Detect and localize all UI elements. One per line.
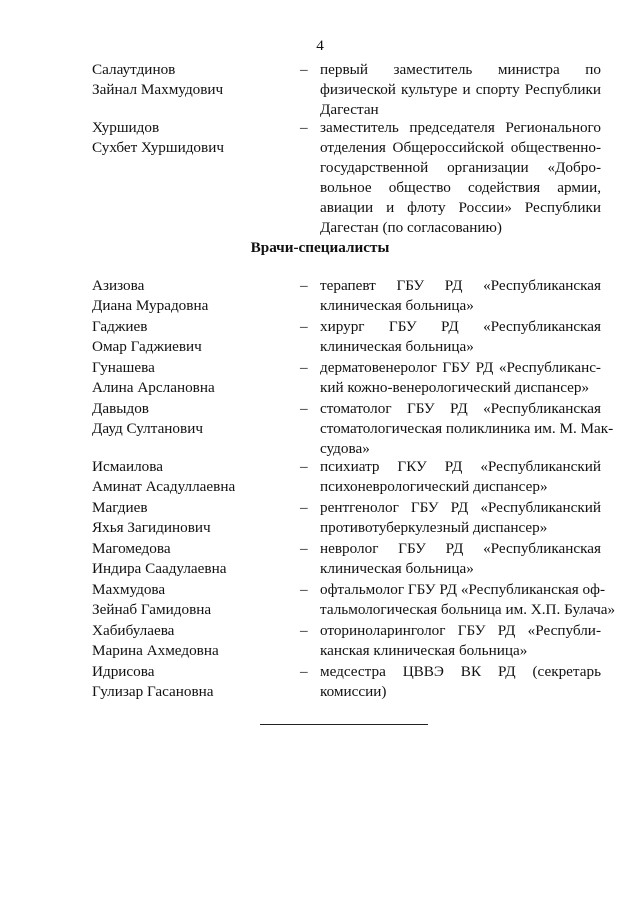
member-surname: Исмаилова [92, 458, 163, 475]
member-position [320, 498, 601, 538]
member-surname: Хабибулаева [92, 622, 175, 639]
member-given-names: Зейнаб Гамидовна [92, 601, 212, 618]
position-line: стоматолог ГБУ РД «Республиканская [320, 400, 601, 417]
position-line: психиатр ГКУ РД «Республиканский [320, 458, 601, 475]
member-name [92, 662, 292, 702]
member-given-names: Дауд Султанович [92, 420, 203, 437]
position-line: тальмологическая больница им. Х.П. Булача» [320, 601, 616, 618]
position-line: вольное общество содействия армии, [320, 179, 601, 196]
position-line: канская клиническая больница» [320, 642, 528, 659]
position-line: отделения Общероссийской общественно- [320, 139, 601, 156]
dash-separator: – [300, 61, 308, 78]
dash-separator: – [300, 119, 308, 136]
member-given-names: Зайнал Махмудович [92, 81, 224, 98]
member-entry [0, 60, 640, 120]
dash-separator: – [300, 622, 308, 639]
member-name [92, 358, 292, 398]
section-title: Врачи-специалисты [250, 239, 390, 256]
member-position [320, 399, 614, 459]
position-line: стоматологическая поликлиника им. М. Мак- [320, 420, 614, 437]
page-number: 4 [316, 37, 324, 54]
position-line: невролог ГБУ РД «Республиканская [320, 540, 601, 557]
dash-separator: – [300, 499, 308, 516]
member-name [92, 276, 292, 316]
member-surname: Магдиев [92, 499, 148, 516]
dash-separator: – [300, 540, 308, 557]
member-surname: Азизова [92, 277, 145, 294]
dash-separator: – [300, 318, 308, 335]
position-line: Дагестан [320, 101, 379, 118]
member-name [92, 580, 292, 620]
member-surname: Магомедова [92, 540, 171, 557]
position-line: государственной организации «Добро- [320, 159, 601, 176]
position-line: Дагестан (по согласованию) [320, 219, 502, 236]
member-position [320, 662, 601, 702]
member-surname: Гунашева [92, 359, 155, 376]
dash-separator: – [300, 359, 308, 376]
position-line: клиническая больница» [320, 560, 474, 577]
member-given-names: Индира Саадулаевна [92, 560, 227, 577]
member-surname: Идрисова [92, 663, 155, 680]
member-position [320, 118, 601, 238]
member-given-names: Омар Гаджиевич [92, 338, 202, 355]
position-line: первый заместитель министра по [320, 61, 601, 78]
member-given-names: Аминат Асадуллаевна [92, 478, 236, 495]
member-position [320, 580, 616, 620]
position-line: физической культуре и спорту Республики [320, 81, 601, 98]
position-line: клиническая больница» [320, 297, 474, 314]
position-line: комиссии) [320, 683, 387, 700]
closing-rule [260, 724, 428, 725]
dash-separator: – [300, 277, 308, 294]
member-position [320, 621, 601, 661]
member-name [92, 399, 292, 439]
dash-separator: – [300, 400, 308, 417]
member-position [320, 358, 601, 398]
member-position [320, 539, 601, 579]
member-name [92, 457, 292, 497]
member-entry [0, 662, 640, 722]
position-line: кий кожно-венерологический диспансер» [320, 379, 590, 396]
member-entry [0, 118, 640, 236]
member-name [92, 539, 292, 579]
member-surname: Давыдов [92, 400, 149, 417]
member-surname: Салаутдинов [92, 61, 176, 78]
member-name [92, 118, 292, 158]
member-given-names: Яхья Загидинович [92, 519, 211, 536]
member-position [320, 457, 601, 497]
member-entry [0, 399, 640, 459]
dash-separator: – [300, 663, 308, 680]
member-name [92, 60, 292, 100]
position-line: офтальмолог ГБУ РД «Республиканская оф- [320, 581, 606, 598]
member-name [92, 498, 292, 538]
position-line: клиническая больница» [320, 338, 474, 355]
position-line: заместитель председателя Регионального [320, 119, 601, 136]
member-name [92, 317, 292, 357]
position-line: психоневрологический диспансер» [320, 478, 548, 495]
member-position [320, 317, 601, 357]
member-surname: Хуршидов [92, 119, 160, 136]
position-line: противотуберкулезный диспансер» [320, 519, 548, 536]
position-line: терапевт ГБУ РД «Республиканская [320, 277, 601, 294]
member-position [320, 60, 601, 120]
position-line: дерматовенеролог ГБУ РД «Республиканс- [320, 359, 601, 376]
member-surname: Махмудова [92, 581, 166, 598]
position-line: рентгенолог ГБУ РД «Республиканский [320, 499, 601, 516]
dash-separator: – [300, 458, 308, 475]
member-given-names: Алина Арслановна [92, 379, 215, 396]
position-line: авиации и флоту России» Республики [320, 199, 601, 216]
member-given-names: Марина Ахмедовна [92, 642, 219, 659]
dash-separator: – [300, 581, 308, 598]
position-line: медсестра ЦВВЭ ВК РД (секретарь [320, 663, 601, 680]
member-position [320, 276, 601, 316]
member-given-names: Сухбет Хуршидович [92, 139, 224, 156]
position-line: судова» [320, 440, 370, 457]
member-surname: Гаджиев [92, 318, 148, 335]
position-line: хирург ГБУ РД «Республиканская [320, 318, 601, 335]
member-given-names: Диана Мурадовна [92, 297, 209, 314]
member-name [92, 621, 292, 661]
member-given-names: Гулизар Гасановна [92, 683, 214, 700]
position-line: оториноларинголог ГБУ РД «Республи- [320, 622, 601, 639]
